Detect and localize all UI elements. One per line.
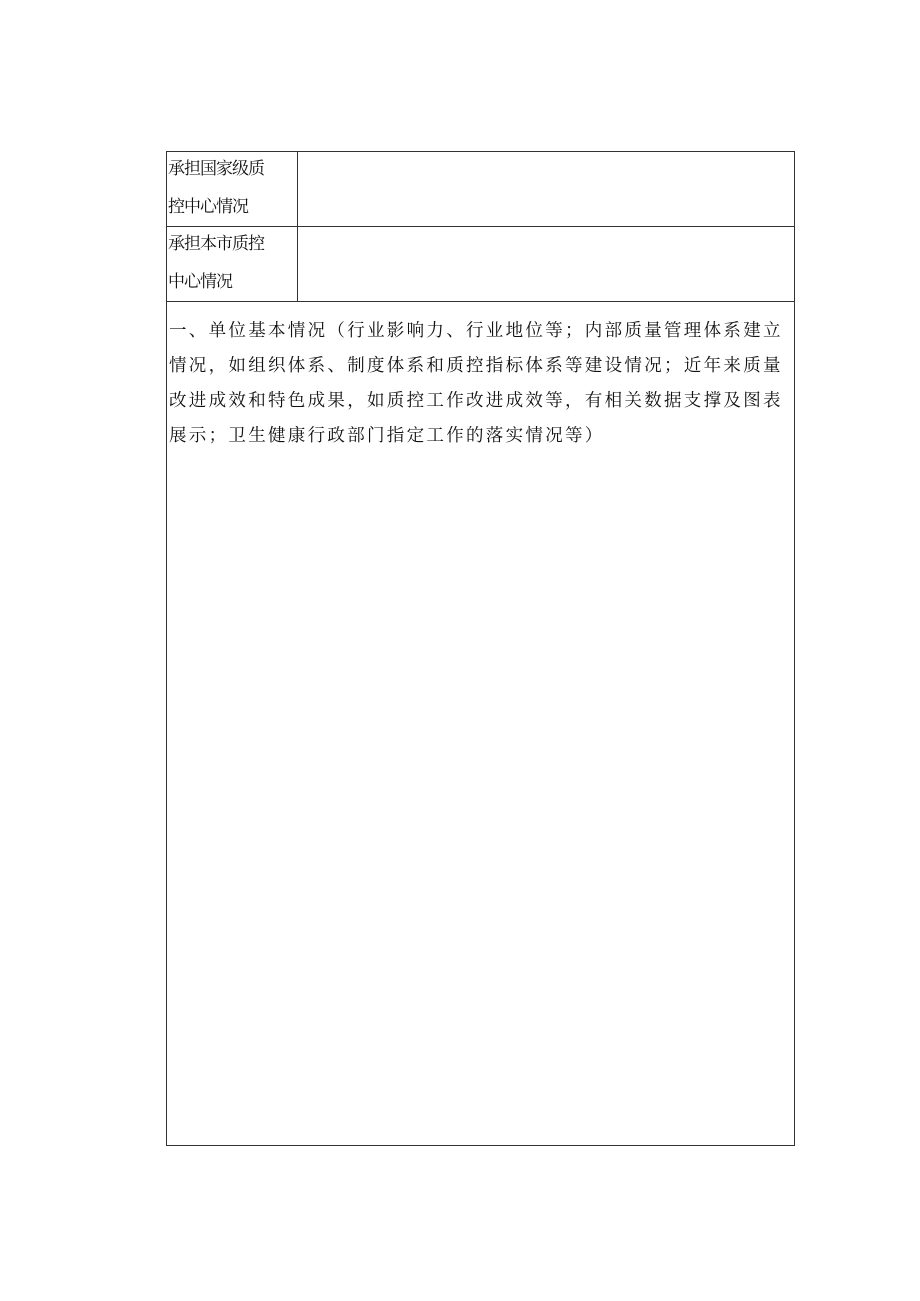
national-qc-center-label: 承担国家级质 控中心情况: [168, 159, 264, 216]
municipal-qc-center-row: [167, 227, 795, 302]
municipal-qc-center-label-cell: [167, 227, 298, 302]
basic-info-section-cell[interactable]: [167, 302, 795, 1146]
basic-info-instructions: 一、单位基本情况（行业影响力、行业地位等；内部质量管理体系建立情况，如组织体系、制度体系和质控指标体系等建设情况；近年来质量改进成效和特色成果，如质控工作改进成效等，有相关数据支撑及图表展示；卫生健康行政部门指定工作的落实情况等）: [169, 321, 783, 446]
application-form-table: [166, 151, 795, 1146]
national-qc-center-label-cell: [167, 152, 298, 227]
national-qc-center-row: [167, 152, 795, 227]
municipal-qc-center-label: 承担本市质控 中心情况: [168, 234, 264, 291]
national-qc-center-value-field[interactable]: [298, 152, 795, 227]
municipal-qc-center-value-field[interactable]: [298, 227, 795, 302]
basic-info-row: [167, 302, 795, 1146]
